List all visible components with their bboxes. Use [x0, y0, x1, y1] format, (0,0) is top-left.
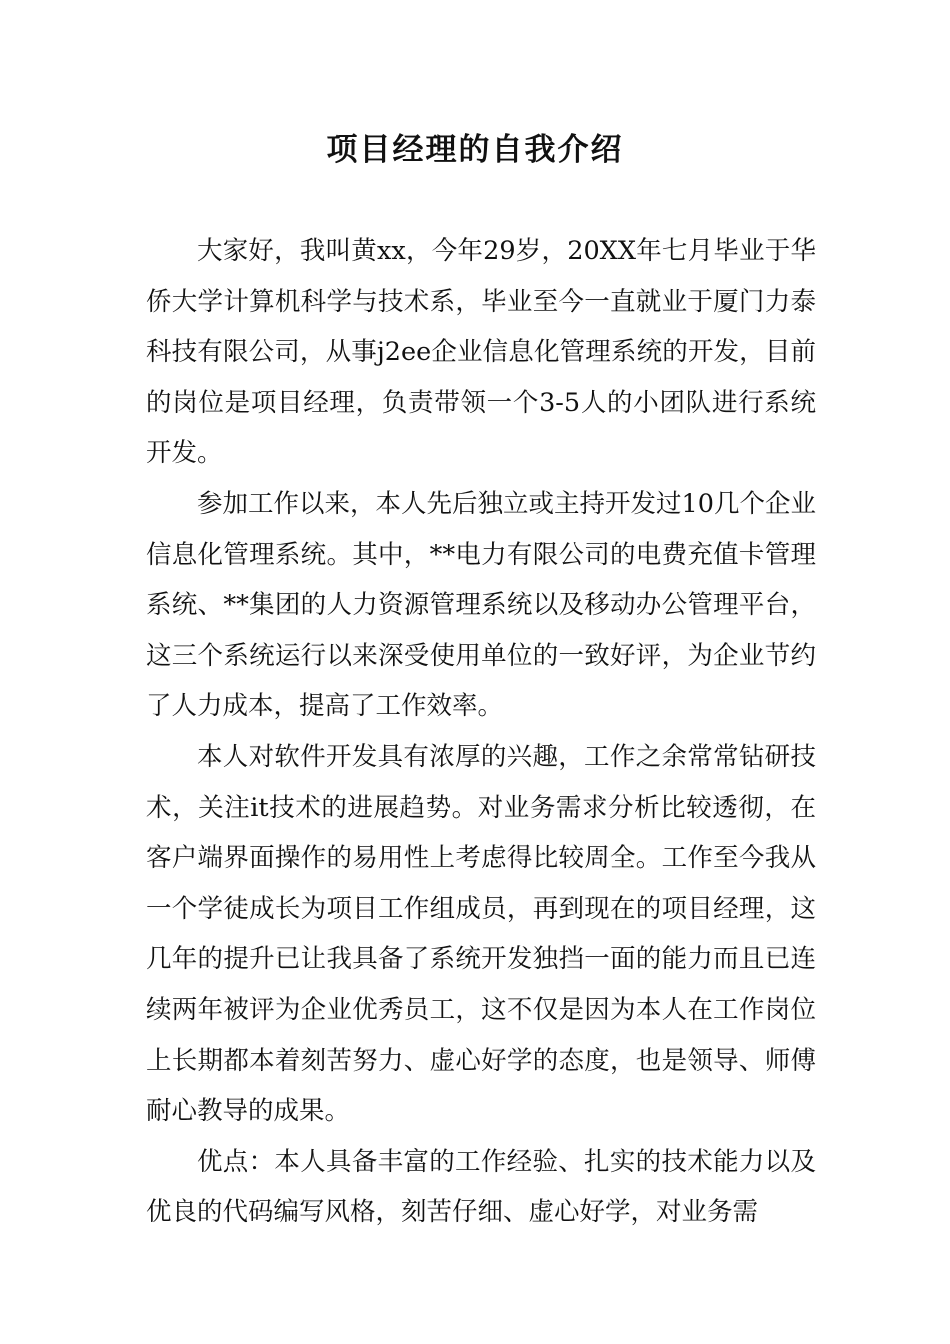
- paragraph-intro: 大家好，我叫黄xx，今年29岁，20XX年七月毕业于华侨大学计算机科学与技术系，毕业至今一直就业于厦门力泰科技有限公司，从事j2ee企业信息化管理系统的开发，目前的岗位是项目经理，负责带领一个3-5人的小团队进行系统开发。: [146, 236, 816, 469]
- paragraph-experience: 参加工作以来，本人先后独立或主持开发过10几个企业信息化管理系统。其中，**电力有限公司的电费充值卡管理系统、**集团的人力资源管理系统以及移动办公管理平台，这三个系统运行以来深受使用单位的一致好评，为企业节约了人力成本，提高了工作效率。: [146, 488, 816, 722]
- paragraph-growth: 本人对软件开发具有浓厚的兴趣，工作之余常常钻研技术，关注it技术的进展趋势。对业务需求分析比较透彻，在客户端界面操作的易用性上考虑得比较周全。工作至今我从一个学徒成长为项目工作组成员，再到现在的项目经理，这几年的提升已让我具备了系统开发独挡一面的能力而且已连续两年被评为企业优秀员工，这不仅是因为本人在工作岗位上长期都本着刻苦努力、虚心好学的态度，也是领导、师傅耐心教导的成果。: [146, 741, 816, 1127]
- paragraph-strengths: 优点：本人具备丰富的工作经验、扎实的技术能力以及优良的代码编写风格，刻苦仔细、虚心好学，对业务需: [146, 1146, 816, 1228]
- document-title: 项目经理的自我介绍: [326, 132, 624, 168]
- document-body: [146, 226, 816, 1238]
